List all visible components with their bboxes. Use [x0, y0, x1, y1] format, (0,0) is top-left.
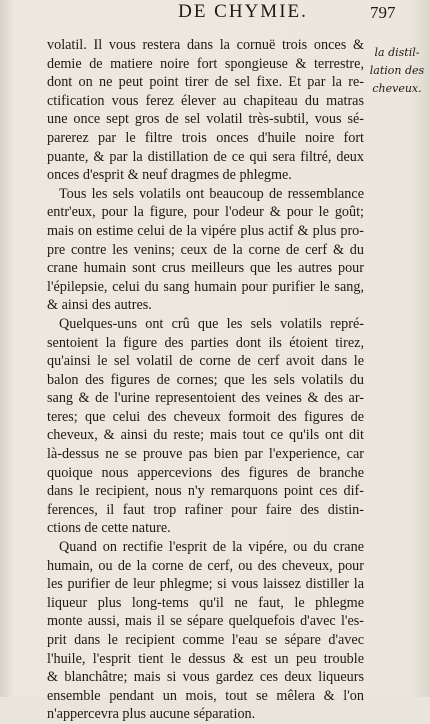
text-line: n'appercevra plus aucune séparation. [47, 706, 256, 723]
text-line: & blanchâtre; mais si vous gardez ces deux liqueurs [47, 669, 364, 686]
paragraph [47, 315, 364, 538]
text-line: une once sept gros de sel volatil très-subtil, vous sé- [47, 111, 364, 128]
text-line: demie de matiere noire fort spongieuse & terrestre, [47, 55, 364, 72]
text-line: ferences, il faut trop rafiner pour faire des distin- [47, 501, 364, 518]
text-line: ctions de cette nature. [47, 520, 171, 537]
text-line: qu'ainsi le sel volatil de corne de cerf avoit dans le [47, 353, 364, 370]
text-line: balon des figures de cornes; que les sels volatils du [47, 371, 364, 388]
text-line: sang & de l'urine representoient des veines & des ar- [47, 390, 364, 407]
margin-note-line: lation des [369, 64, 425, 77]
paragraph [47, 36, 364, 185]
margin-note-line: la distil- [374, 46, 420, 59]
text-line: parerez par le filtre trois onces d'huile noire fort [47, 129, 364, 146]
text-line: Quand on rectifie l'esprit de la vipére, ou du crane [59, 539, 364, 556]
text-line: monte aussi, mais il se sépare quelquefois d'avec l'es- [47, 613, 364, 630]
text-line: onces d'esprit & neuf dragmes de phlegme. [47, 167, 292, 184]
text-line: crane humain sont crus meilleurs que les autres pour [47, 260, 364, 277]
text-line: sentoient la figure des parties dont ils étoient tirez, [47, 334, 364, 351]
text-line: pre contre les venins; ceux de la corne de cerf & du [47, 241, 364, 258]
margin-note [367, 44, 427, 98]
text-line: volatil. Il vous restera dans la cornuë trois onces & [47, 37, 364, 53]
margin-note-line: cheveux. [372, 82, 422, 95]
text-line: les purifier de leur phlegme; si vous laissez distiller la [47, 576, 364, 593]
text-line: Quelques-uns ont crû que les sels volatils repré- [59, 315, 364, 332]
text-line: mais on estime celui de la vipére plus actif & plus pro- [47, 222, 364, 239]
paragraph [47, 185, 364, 315]
text-line: liqueur plus long-tems qu'il ne faut, le phlegme [47, 594, 364, 611]
text-line: cheveux, & ainsi du reste; mais tout ce qu'ils ont dit [47, 427, 364, 444]
text-line: dont on ne peut point tirer de sel fixe. Et par la re- [47, 74, 364, 91]
text-line: & ainsi des autres. [47, 297, 152, 314]
text-line: humain, ou de la corne de cerf, ou des cheveux, pour [47, 557, 364, 574]
page-header [0, 0, 430, 24]
text-line: dans le recipient, nous n'y remarquons point ces dif- [47, 483, 364, 500]
text-line: là-dessus ne se prouve pas bien par l'experience, car [47, 446, 364, 463]
paragraph [47, 538, 364, 724]
page-number: 797 [370, 3, 396, 22]
text-line: teres; que celui des cheveux formoit des figures de [47, 408, 364, 425]
text-line: entr'eux, pour la figure, pour l'odeur & pour le goût; [47, 204, 364, 221]
running-head: DE CHYMIE. [178, 1, 308, 22]
text-line: puante, & par la distillation de ce qui sera filtré, deux [47, 148, 364, 165]
text-line: ensemble pendant un mois, tout se mêlera & l'on [47, 687, 364, 704]
text-line: l'épilepsie, celui du sang humain pour purifier le sang, [47, 278, 364, 295]
text-line: quoique nous appercevions des figures de branche [47, 464, 364, 481]
body-text [47, 36, 364, 724]
text-line: ctification vous ferez élever au chapiteau du matras [47, 92, 364, 109]
text-line: l'huile, l'esprit tient le dessus & est un peu trouble [47, 650, 364, 667]
text-line: prit dans le recipient comme l'eau se sépare d'avec [47, 632, 364, 648]
text-line: Tous les sels volatils ont beaucoup de ressemblance [59, 185, 364, 202]
